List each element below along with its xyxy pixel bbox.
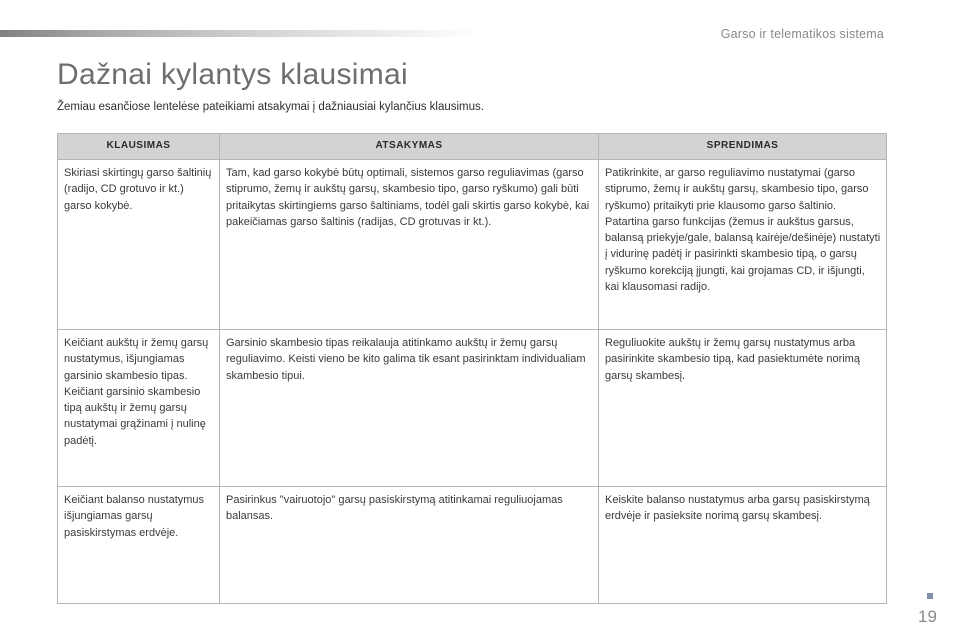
- page-title: Dažnai kylantys klausimai: [57, 58, 408, 91]
- intro-text: Žemiau esančiose lentelėse pateikiami atsakymai į dažniausiai kylančius klausimus.: [57, 101, 484, 113]
- column-header-solution: SPRENDIMAS: [599, 134, 887, 160]
- section-title: Garso ir telematikos sistema: [720, 27, 884, 41]
- answer-cell: Tam, kad garso kokybė būtų optimali, sistemos garso reguliavimas (garso stiprumo, žemų ir aukštų garsų, skambesio tipo, garso ryškumo) gali būti pritaikytas skirtingiems garso šaltiniams, todėl gali skirtis garso kokybė, kai pakeičiamas garso šaltinis (radijas, CD grotuvas ir kt.).: [220, 160, 599, 330]
- table-row: [58, 330, 887, 487]
- answer-cell: Pasirinkus "vairuotojo" garsų pasiskirstymą atitinkamai reguliuojamas balansas.: [220, 487, 599, 604]
- column-header-answer: ATSAKYMAS: [220, 134, 599, 160]
- page-number: 19: [918, 607, 937, 626]
- table-row: [58, 487, 887, 604]
- table-row: [58, 160, 887, 330]
- page-marker-square: [927, 593, 933, 599]
- question-cell: Keičiant balanso nustatymus išjungiamas garsų pasiskirstymas erdvėje.: [58, 487, 220, 604]
- question-cell: Keičiant aukštų ir žemų garsų nustatymus, išjungiamas garsinio skambesio tipas. Keičiant garsinio skambesio tipą aukštų ir žemų garsų nustatymai grąžinami į nulinę padėtį.: [58, 330, 220, 487]
- question-cell: Skiriasi skirtingų garso šaltinių (radijo, CD grotuvo ir kt.) garso kokybė.: [58, 160, 220, 330]
- header-gradient-bar: [0, 30, 480, 37]
- table-header-row: [58, 134, 887, 160]
- answer-cell: Garsinio skambesio tipas reikalauja atitinkamo aukštų ir žemų garsų reguliavimo. Keisti vieno be kito galima tik esant pasirinktam individualiam skambesio tipui.: [220, 330, 599, 487]
- solution-cell: Keiskite balanso nustatymus arba garsų pasiskirstymą erdvėje ir pasieksite norimą garsų skambesį.: [599, 487, 887, 604]
- faq-table: [57, 133, 887, 604]
- column-header-question: KLAUSIMAS: [58, 134, 220, 160]
- solution-cell: Patikrinkite, ar garso reguliavimo nustatymai (garso stiprumo, žemų ir aukštų garsų, skambesio tipo, garso ryškumo) pritaikyti prie klausomo garso šaltinio. Patartina garso funkcijas (žemus ir aukštus garsus, balansą priekyje/gale, balansą kairėje/dešinėje) nustatyti į vidurinę padėtį ir pasirinkti skambesio tipą, o garsų ryškumo korekciją įjungti, kai grojamas CD, ir išjungti, kai klausomasi radijo.: [599, 160, 887, 330]
- solution-cell: Reguliuokite aukštų ir žemų garsų nustatymus arba pasirinkite skambesio tipą, kad pasiektumėte norimą garsų skambesį.: [599, 330, 887, 487]
